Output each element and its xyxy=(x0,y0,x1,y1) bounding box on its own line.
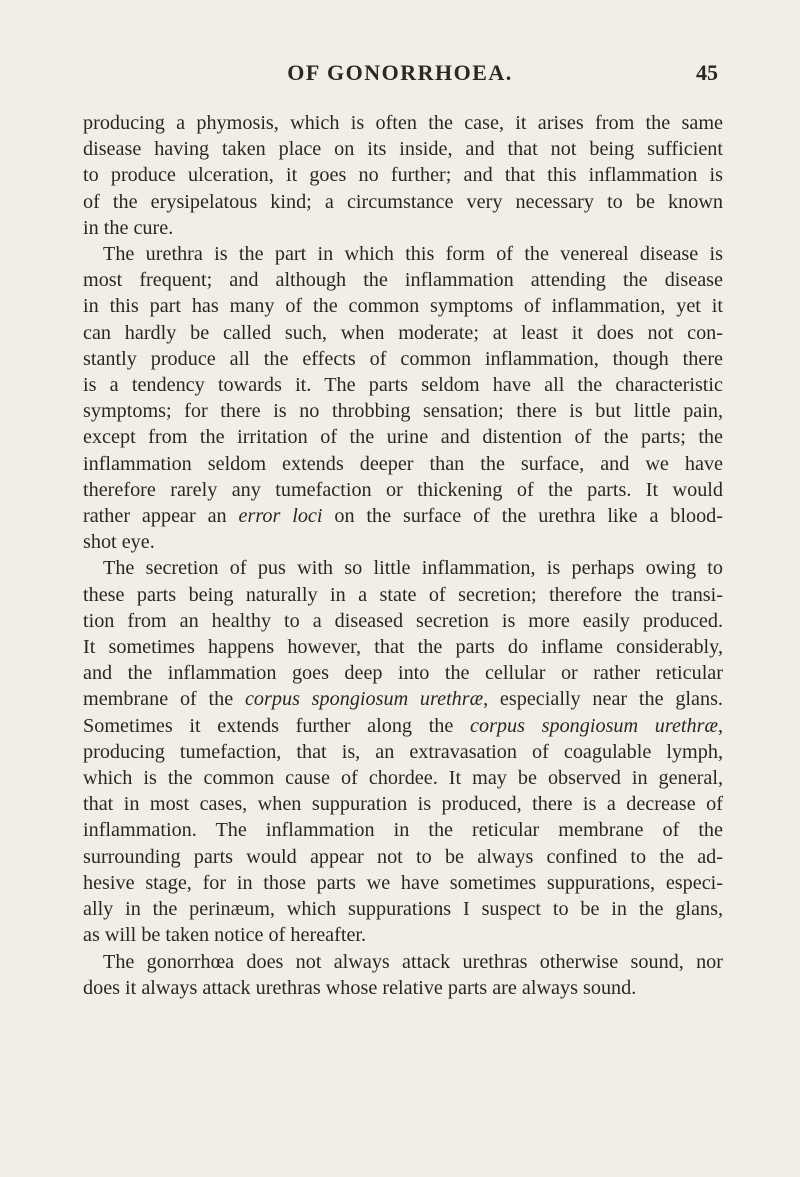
text-line: shot eye. xyxy=(83,531,155,554)
running-title: OF GONORRHOEA. xyxy=(287,60,513,85)
text-line: producing a phymosis, which is often the case, it arises from the same xyxy=(83,112,723,134)
italic-phrase: corpus spongiosum urethræ xyxy=(244,688,484,711)
text-line: surrounding parts would appear not to be always confined to the ad- xyxy=(83,845,723,868)
running-head xyxy=(0,60,800,90)
italic-phrase: corpus spongiosum urethræ xyxy=(470,714,718,737)
italic-phrase: error loci xyxy=(238,505,323,528)
text-line: in this part has many of the common symptoms of inflammation, yet it xyxy=(83,295,723,318)
text-line: tion from an healthy to a diseased secretion is more easily produced. xyxy=(83,609,723,632)
text-line: producing tumefaction, that is, an extravasation of coagulable lymph, xyxy=(83,740,723,763)
text-segment: , especially near the glans. xyxy=(483,688,723,711)
text-line: hesive stage, for in those parts we have sometimes suppurations, especi- xyxy=(83,871,723,894)
paragraph xyxy=(83,555,723,948)
text-segment: membrane of the xyxy=(83,688,245,711)
paragraph xyxy=(83,110,723,241)
text-line: to produce ulceration, it goes no further; and that this inflammation is xyxy=(83,164,723,187)
text-line: most frequent; and although the inflammation attending the disease xyxy=(83,269,723,292)
text-line: inflammation seldom extends deeper than the surface, and we have xyxy=(83,452,723,475)
text-line: that in most cases, when suppuration is produced, there is a decrease of xyxy=(83,793,723,816)
text-line: ally in the perinæum, which suppurations I suspect to be in the glans, xyxy=(83,898,723,921)
text-line: which is the common cause of chordee. It may be observed in general, xyxy=(83,767,723,790)
text-line: The urethra is the part in which this form of the venereal disease is xyxy=(103,243,723,266)
page-number: 45 xyxy=(696,60,718,85)
text-line: these parts being naturally in a state of secretion; therefore the transi- xyxy=(83,583,723,606)
paragraph xyxy=(83,949,723,1001)
text-line: It sometimes happens however, that the parts do inflame considerably, xyxy=(83,636,723,659)
text-line: The gonorrhœa does not always attack urethras otherwise sound, nor xyxy=(103,950,723,973)
text-segment: on the surface of the urethra like a blood- xyxy=(322,505,723,528)
text-segment: , xyxy=(717,714,723,737)
text-line: except from the irritation of the urine and distention of the parts; the xyxy=(83,426,723,449)
text-line: in the cure. xyxy=(83,216,174,239)
text-line: The secretion of pus with so little inflammation, is perhaps owing to xyxy=(103,557,723,580)
text-line xyxy=(83,503,723,529)
text-line: as will be taken notice of hereafter. xyxy=(83,924,367,947)
text-line: therefore rarely any tumefaction or thickening of the parts. It would xyxy=(83,478,723,501)
text-line xyxy=(83,686,723,712)
paragraph xyxy=(83,241,723,555)
text-line: does it always attack urethras whose relative parts are always sound. xyxy=(83,976,637,999)
text-line: inflammation. The inflammation in the reticular membrane of the xyxy=(83,819,723,842)
text-line: symptoms; for there is no throbbing sensation; there is but little pain, xyxy=(83,400,723,423)
text-line: can hardly be called such, when moderate; at least it does not con- xyxy=(83,321,723,344)
body-text xyxy=(83,110,723,1001)
text-line: is a tendency towards it. The parts seldom have all the characteristic xyxy=(83,374,723,397)
text-line: stantly produce all the effects of common inflammation, though there xyxy=(83,347,723,370)
text-segment: Sometimes it extends further along the xyxy=(83,714,471,737)
text-line xyxy=(83,713,723,739)
text-line: disease having taken place on its inside, and that not being sufficient xyxy=(83,138,723,161)
text-segment: rather appear an xyxy=(83,505,239,528)
text-line: and the inflammation goes deep into the cellular or rather reticular xyxy=(83,662,723,685)
text-line: of the erysipelatous kind; a circumstance very necessary to be known xyxy=(83,190,723,213)
